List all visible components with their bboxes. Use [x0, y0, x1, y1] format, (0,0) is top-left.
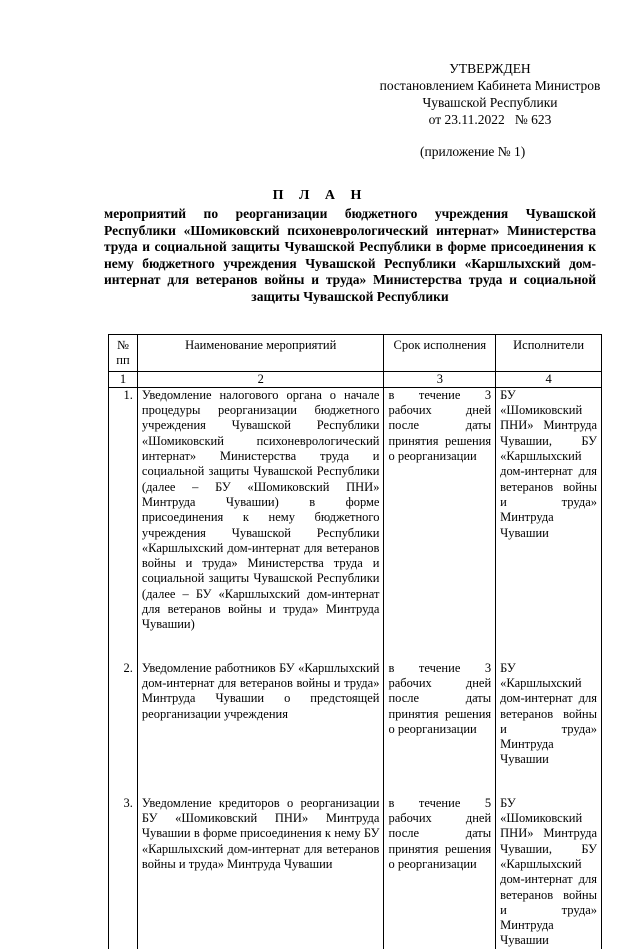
- row-action: Уведомление налогового органа о начале процедуры реорганизации бюджетного учреждения Чувашской Республики «Шомиковский психоневрологический интернат» Министерства труда и социальной защиты Чувашской Республики (далее – БУ «Шомиковский ПНИ» Минтруда Чувашии) в форме присоединения к нему бюджетного учреждения Чувашской Республики «Каршлыхский дом-интернат для ветеранов войны и труда» Министерства труда и социальной защиты Чувашской Республики (далее – БУ «Каршлыхский дом-интернат для ветеранов войны и труда» Минтруда Чувашии): [137, 387, 384, 660]
- header-number: № пп: [109, 335, 138, 372]
- column-number: 4: [496, 371, 602, 387]
- column-number: 2: [137, 371, 384, 387]
- plan-table: [108, 334, 602, 949]
- table-header-row: [109, 335, 602, 372]
- approval-line: Чувашской Республики: [422, 95, 558, 110]
- row-action: Уведомление кредиторов о реорганизации БУ «Шомиковский ПНИ» Минтруда Чувашии в форме присоединения к нему БУ «Каршлыхский дом-интернат для ветеранов войны и труда» Минтруда Чувашии: [137, 796, 384, 949]
- row-deadline: в течение 3 рабочих дней после даты принятия решения о реорганизации: [384, 661, 496, 796]
- approval-date: от 23.11.2022 № 623: [428, 112, 552, 127]
- header-deadline: Срок исполнения: [384, 335, 496, 372]
- row-number: 2.: [109, 661, 138, 796]
- row-executors: БУ «Каршлыхский дом-интернат для ветеранов войны и труда» Минтруда Чувашии: [496, 661, 602, 796]
- table-row: [109, 796, 602, 949]
- column-number: 1: [109, 371, 138, 387]
- plan-subtitle: мероприятий по реорганизации бюджетного учреждения Чувашской Республики «Шомиковский психоневрологический интернат» Министерства труда и социальной защиты Чувашской Республики в форме присоединения к нему бюджетного учреждения Чувашской Республики «Каршлыхский дом-интернат для ветеранов войны и труда» Министерства труда и социальной защиты Чувашской Республики: [104, 206, 596, 304]
- annex-label: (приложение № 1): [420, 144, 526, 159]
- row-deadline: в течение 3 рабочих дней после даты принятия решения о реорганизации: [384, 387, 496, 660]
- approval-block: [360, 60, 620, 128]
- column-number: 3: [384, 371, 496, 387]
- approval-line: постановлением Кабинета Министров: [379, 78, 601, 93]
- table-row: [109, 661, 602, 796]
- row-action: Уведомление работников БУ «Каршлыхский дом-интернат для ветеранов войны и труда» Минтруда Чувашии о предстоящей реорганизации учреждения: [137, 661, 384, 796]
- header-action: Наименование мероприятий: [137, 335, 384, 372]
- row-executors: БУ «Шомиковский ПНИ» Минтруда Чувашии, БУ «Каршлыхский дом-интернат для ветеранов войны и труда» Минтруда Чувашии: [496, 387, 602, 660]
- row-deadline: в течение 5 рабочих дней после даты принятия решения о реорганизации: [384, 796, 496, 949]
- row-number: 1.: [109, 387, 138, 660]
- column-number-row: [109, 371, 602, 387]
- approval-heading: УТВЕРЖДЕН: [449, 61, 531, 76]
- table-row: [109, 387, 602, 660]
- row-number: 3.: [109, 796, 138, 949]
- plan-title: П Л А Н: [272, 188, 368, 203]
- header-executors: Исполнители: [496, 335, 602, 372]
- row-executors: БУ «Шомиковский ПНИ» Минтруда Чувашии, БУ «Каршлыхский дом-интернат для ветеранов войны и труда» Минтруда Чувашии: [496, 796, 602, 949]
